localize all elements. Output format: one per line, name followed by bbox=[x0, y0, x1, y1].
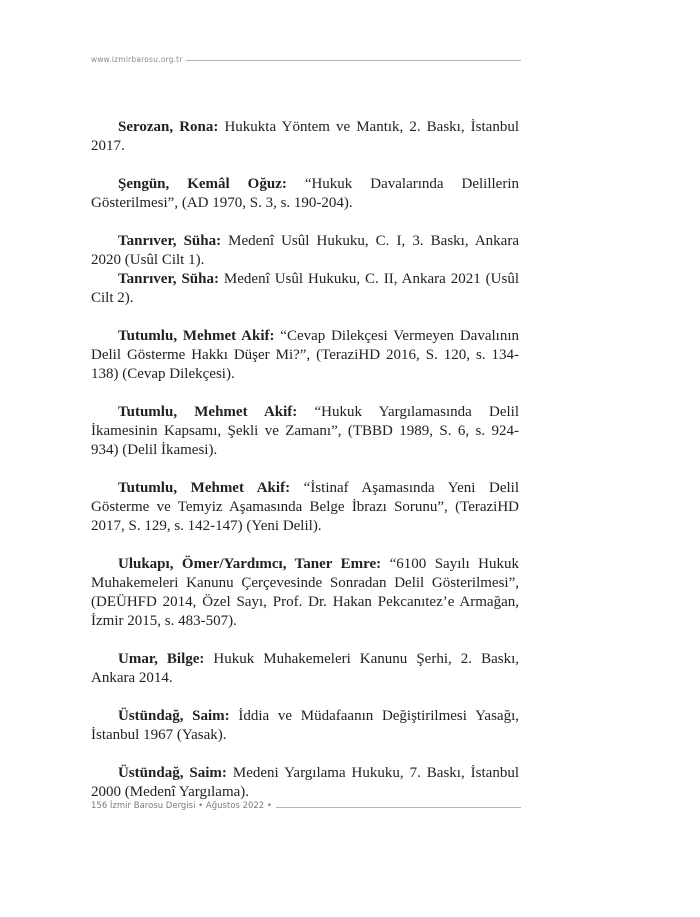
entry-text: Medeni Yargılama Hukuku, 7. Baskı, İstanbul 2000 (Medenî Yargılama). bbox=[91, 765, 519, 800]
bibliography-entry bbox=[91, 555, 519, 631]
header-url: www.izmirbarosu.org.tr bbox=[91, 55, 186, 65]
bibliography-entry bbox=[91, 650, 519, 688]
bibliography-entry bbox=[91, 232, 519, 270]
page-footer bbox=[91, 800, 521, 814]
entry-author: Tutumlu, Mehmet Akif: bbox=[118, 328, 275, 344]
entry-author: Tutumlu, Mehmet Akif: bbox=[118, 404, 298, 420]
bibliography-entry bbox=[91, 479, 519, 536]
entry-author: Şengün, Kemâl Oğuz: bbox=[118, 176, 287, 192]
entry-text: İddia ve Müdafaanın Değiştirilmesi Yasağı, İstanbul 1967 (Yasak). bbox=[91, 708, 519, 743]
bibliography-entry bbox=[91, 764, 519, 802]
entry-author: Tutumlu, Mehmet Akif: bbox=[118, 480, 291, 496]
entry-author: Ulukapı, Ömer/Yardımcı, Taner Emre: bbox=[118, 556, 382, 572]
entry-text: “İstinaf Aşamasında Yeni Delil Gösterme ve Temyiz Aşamasında Belge İbrazı Sorunu”, (TeraziHD 2017, S. 129, s. 142-147) (Yeni Delil). bbox=[91, 480, 519, 534]
entry-author: Tanrıver, Süha: bbox=[118, 271, 219, 287]
bibliography-entry bbox=[91, 270, 519, 308]
entry-text: Hukuk Muhakemeleri Kanunu Şerhi, 2. Baskı, Ankara 2014. bbox=[91, 651, 519, 686]
entry-author: Umar, Bilge: bbox=[118, 651, 205, 667]
entry-author: Üstündağ, Saim: bbox=[118, 765, 227, 781]
footer-page-info: 156 İzmir Barosu Dergisi • Ağustos 2022 • bbox=[91, 800, 276, 812]
entry-author: Serozan, Rona: bbox=[118, 119, 219, 135]
bibliography-entry bbox=[91, 707, 519, 745]
bibliography-list bbox=[91, 118, 519, 802]
page-header bbox=[91, 55, 521, 67]
bibliography-entry bbox=[91, 175, 519, 213]
bibliography-entry bbox=[91, 403, 519, 460]
entry-author: Tanrıver, Süha: bbox=[118, 233, 222, 249]
entry-text: “Hukuk Yargılamasında Delil İkamesinin Kapsamı, Şekli ve Zamanı”, (TBBD 1989, S. 6, s. 924-934) (Delil İkamesi). bbox=[91, 404, 520, 458]
bibliography-entry bbox=[91, 118, 519, 156]
entry-text: “6100 Sayılı Hukuk Muhakemeleri Kanunu Çerçevesinde Sonradan Delil Gösterilmesi”, (DEÜHFD 2014, Özel Sayı, Prof. Dr. Hakan Pekcanıtez’e Armağan, İzmir 2015, s. 483-507). bbox=[91, 556, 519, 629]
entry-text: Medenî Usûl Hukuku, C. II, Ankara 2021 (Usûl Cilt 2). bbox=[91, 271, 519, 306]
entry-text: “Hukuk Davalarında Delillerin Gösterilmesi”, (AD 1970, S. 3, s. 190-204). bbox=[91, 176, 520, 211]
bibliography-entry bbox=[91, 327, 519, 384]
entry-text: Medenî Usûl Hukuku, C. I, 3. Baskı, Ankara 2020 (Usûl Cilt 1). bbox=[91, 233, 519, 268]
entry-text: “Cevap Dilekçesi Vermeyen Davalının Delil Gösterme Hakkı Düşer Mi?”, (TeraziHD 2016, S. 120, s. 134-138) (Cevap Dilekçesi). bbox=[91, 328, 520, 382]
entry-text: Hukukta Yöntem ve Mantık, 2. Baskı, İstanbul 2017. bbox=[91, 119, 519, 154]
entry-author: Üstündağ, Saim: bbox=[118, 708, 230, 724]
